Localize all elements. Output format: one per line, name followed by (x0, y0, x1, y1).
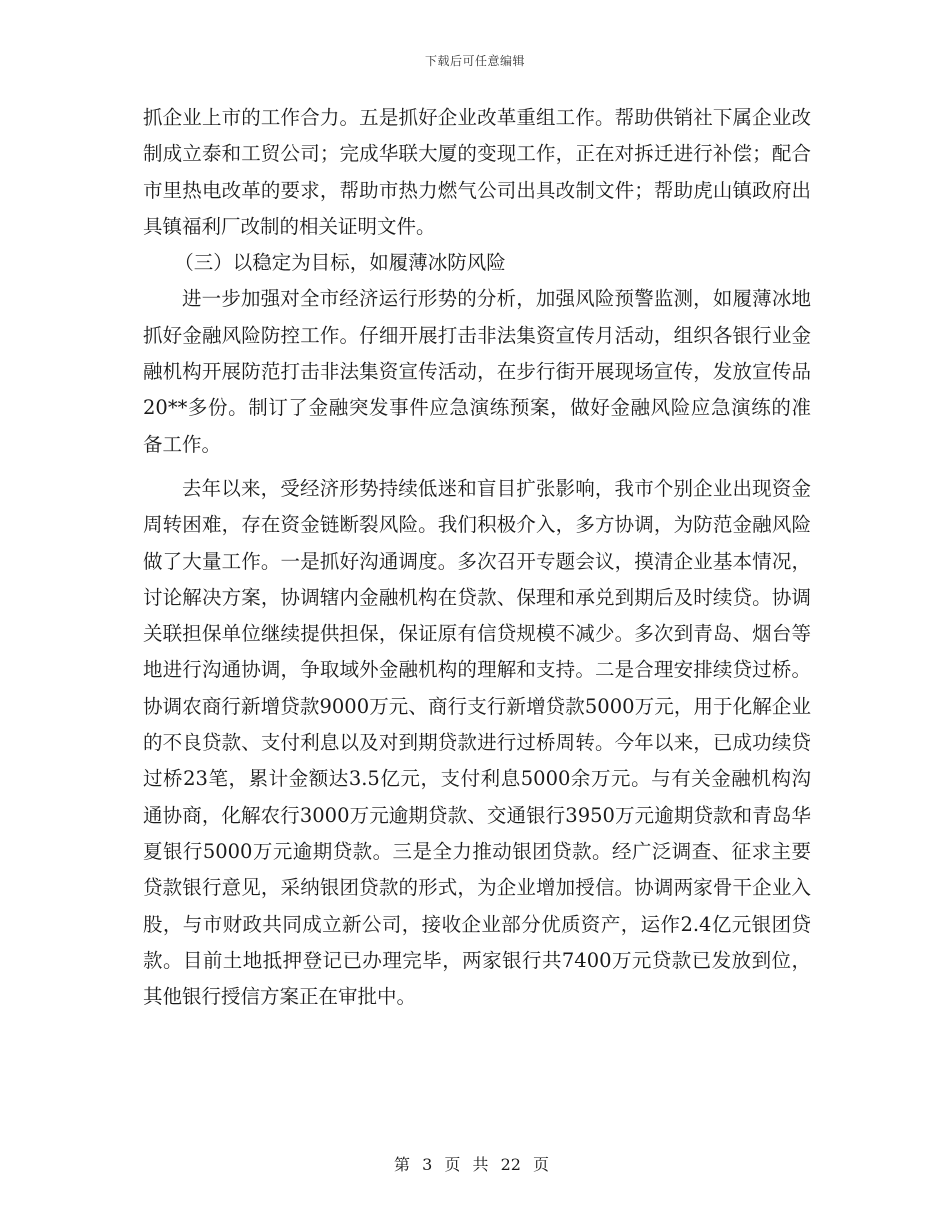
footer-current-page: 3 (422, 1155, 433, 1174)
footer-label-ye: 页 (444, 1155, 461, 1174)
paragraph-reform: 抓企业上市的工作合力。五是抓好企业改革重组工作。帮助供销社下属企业改制成立泰和工贸公司；完成华联大厦的变现工作，正在对拆迁进行补偿；配合市里热电改革的要求，帮助市热力燃气公司出具改制文件；帮助虎山镇政府出具镇福利厂改制的相关证明文件。 (143, 106, 811, 238)
footer-label-gong: 共 (472, 1155, 489, 1174)
document-body (143, 100, 811, 1015)
page-header-note: 下载后可任意编辑 (424, 54, 525, 68)
paragraph-risk-monitoring: 进一步加强对全市经济运行形势的分析，加强风险预警监测，如履薄冰地抓好金融风险防控工作。仔细开展打击非法集资宣传月活动，组织各银行业金融机构开展防范打击非法集资宣传活动，在步行街开展现场宣传，发放宣传品20**多份。制订了金融突发事件应急演练预案，做好金融风险应急演练的准备工作。 (143, 287, 811, 456)
footer-label-ye-total: 页 (533, 1155, 550, 1174)
footer-total-pages: 22 (500, 1155, 521, 1174)
section-heading-stability: （三）以稳定为目标，如履薄冰防风险 (174, 251, 506, 275)
paragraph-financial-risk-work: 去年以来，受经济形势持续低迷和盲目扩张影响，我市个别企业出现资金周转困难，存在资金链断裂风险。我们积极介入，多方协调，为防范金融风险做了大量工作。一是抓好沟通调度。多次召开专题会议，摸清企业基本情况，讨论解决方案，协调辖内金融机构在贷款、保理和承兑到期后及时续贷。协调关联担保单位继续提供担保，保证原有信贷规模不减少。多次到青岛、烟台等地进行沟通协调，争取域外金融机构的理解和支持。二是合理安排续贷过桥。协调农商行新增贷款9000万元、商行支行新增贷款5000万元，用于化解企业的不良贷款、支付利息以及对到期贷款进行过桥周转。今年以来，已成功续贷过桥23笔，累计金额达3.5亿元，支付利息5000余万元。与有关金融机构沟通协商，化解农行3000万元逾期贷款、交通银行3950万元逾期贷款和青岛华夏银行5000万元逾期贷款。三是全力推动银团贷款。经广泛调查、征求主要贷款银行意见，采纳银团贷款的形式，为企业增加授信。协调两家骨干企业入股，与市财政共同成立新公司，接收企业部分优质资产，运作2.4亿元银团贷款。目前土地抵押登记已办理完毕，两家银行共7400万元贷款已发放到位，其他银行授信方案正在审批中。 (143, 476, 811, 1009)
footer-label-di: 第 (393, 1155, 410, 1174)
page-number-footer (0, 1152, 950, 1175)
